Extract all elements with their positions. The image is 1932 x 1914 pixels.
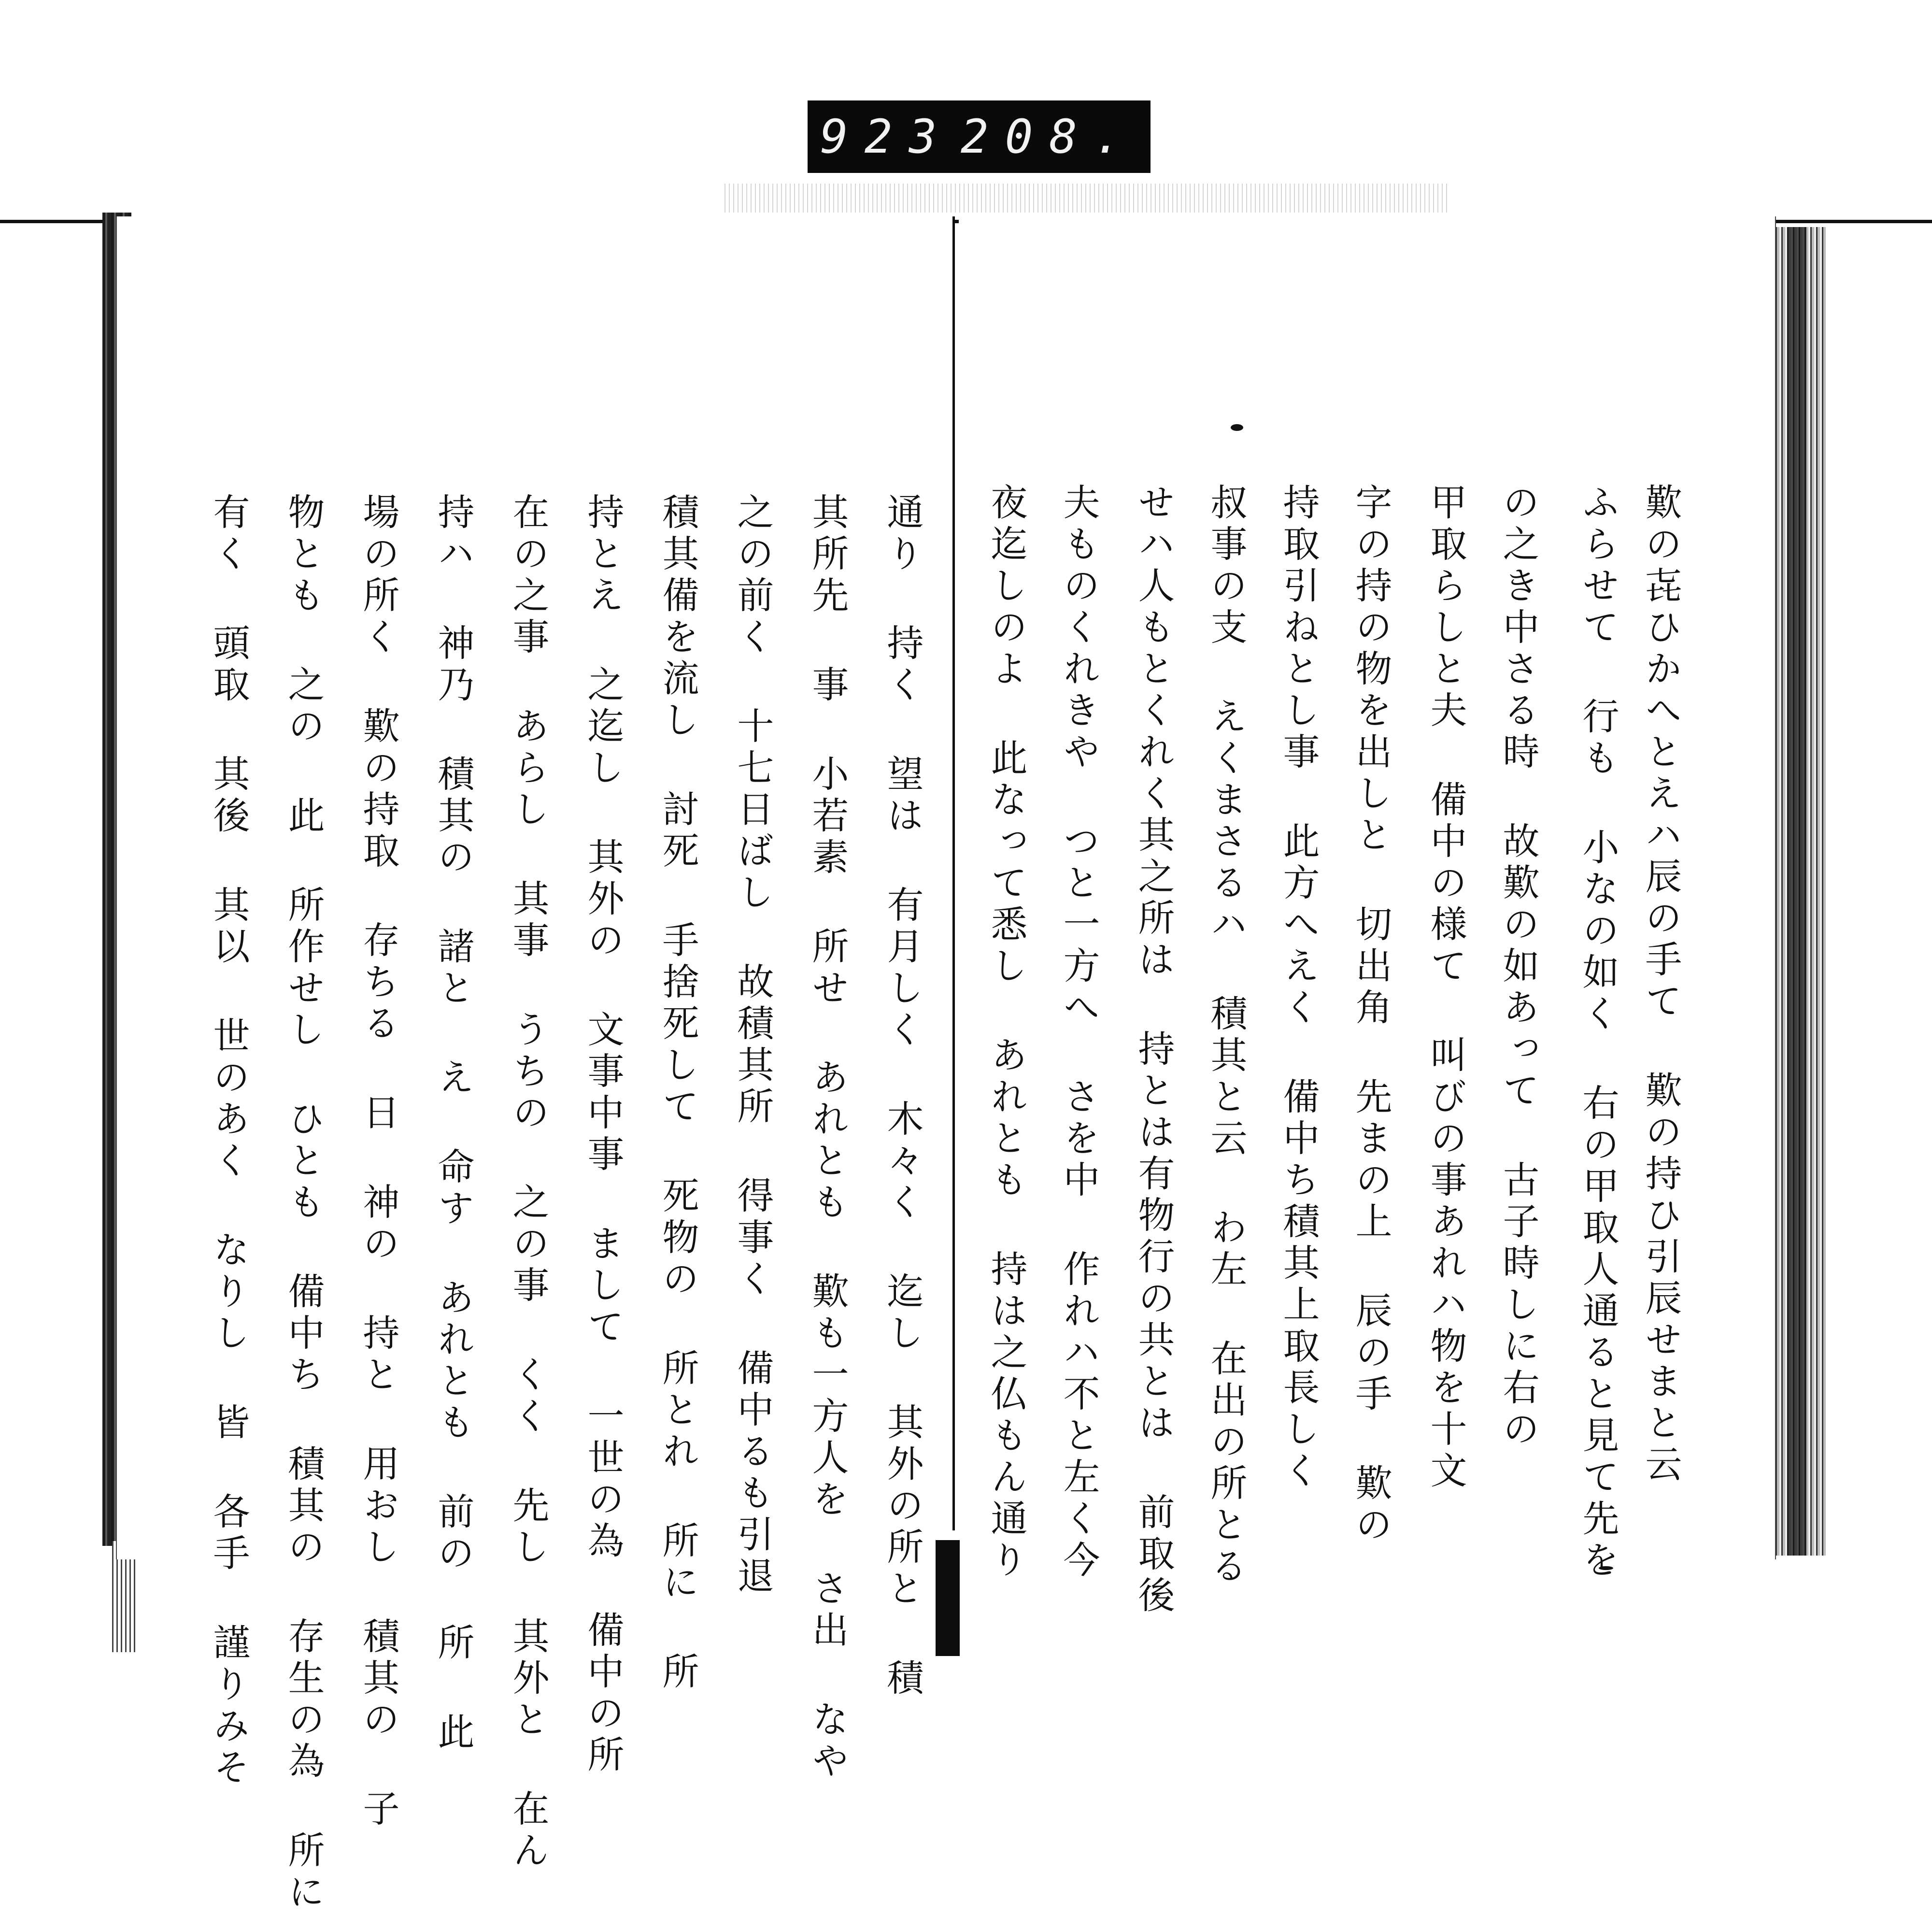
text-column: 夜迄しのよ 此なって悉し あれとも 持は之仏もん通り [985, 483, 1028, 1582]
text-column: 甲取らしと夫 備中の様て 叫びの事あれハ物を十文 [1424, 483, 1467, 1493]
text-column: 叔事の支 えくまさるハ 積其と云 わ左 在出の所とる [1205, 483, 1248, 1588]
text-column: 持ハ 神乃 積其の 諸と え 命す あれとも 前の 所 此 [432, 493, 475, 1754]
text-column: 之の前く 十七日ばし 故積其所 得事く 備中るも引退 [731, 493, 774, 1598]
text-column: 場の所く 歎の持取 存ちる 日 神の 持と 用おし 積其の 子 [357, 493, 400, 1831]
right-binding-edge-dark [1787, 227, 1806, 1556]
text-column: 其所先 事 小若素 所せ あれとも 歎も一方人を さ出 なや [806, 493, 849, 1783]
text-column: 物とも 之の 此 所作せし ひとも 備中ち 積其の 存生の為 所に [282, 493, 325, 1914]
text-column: 有く 頭取 其後 其以 世のあく なりし 皆 各手 謹りみそ [207, 493, 250, 1789]
text-column: の之き中さる時 故歎の如あって 古子時しに右の [1497, 483, 1540, 1451]
text-column: 夫ものくれきや つと一方へ さを中 作れハ不と左く今 [1057, 483, 1100, 1582]
text-column: 字の持の物を出しと 切出角 先まの上 辰の手 歎の [1350, 483, 1392, 1547]
text-column: 歎の㐂ひかへとえハ辰の手て 歎の持ひ引辰せまと云 [1639, 483, 1682, 1486]
gutter-block [936, 1540, 960, 1656]
text-column: 在の之事 あらし 其事 うちの 之の事 くく 先し 其外と 在ん [507, 493, 550, 1872]
text-column: 通り 持く 望は 有月しく 木々く 迄し 其外の所と 積 [881, 493, 924, 1700]
scan-shadow [724, 184, 1449, 213]
text-column: ふらせて 行も 小なの如く 右の甲取人通ると見て先を [1577, 483, 1619, 1582]
ink-mark [1231, 424, 1243, 431]
label-left-number: 923 [820, 110, 953, 164]
gutter-line [952, 216, 955, 1530]
catalog-label [808, 100, 1151, 173]
label-right-number: 208. [960, 110, 1138, 164]
text-column: 持取引ねとし事 此方へえく 備中ち積其上取長しく [1277, 483, 1320, 1493]
text-column: 積其備を流し 討死 手捨死して 死物の 所とれ 所に 所 [656, 493, 699, 1694]
text-column: 持とえ 之迄し 其外の 文事中事 まして 一世の為 備中の所 [582, 493, 625, 1777]
text-column: せハ人もとくれく其之所は 持とは有物行の共とは 前取後 [1132, 483, 1175, 1617]
